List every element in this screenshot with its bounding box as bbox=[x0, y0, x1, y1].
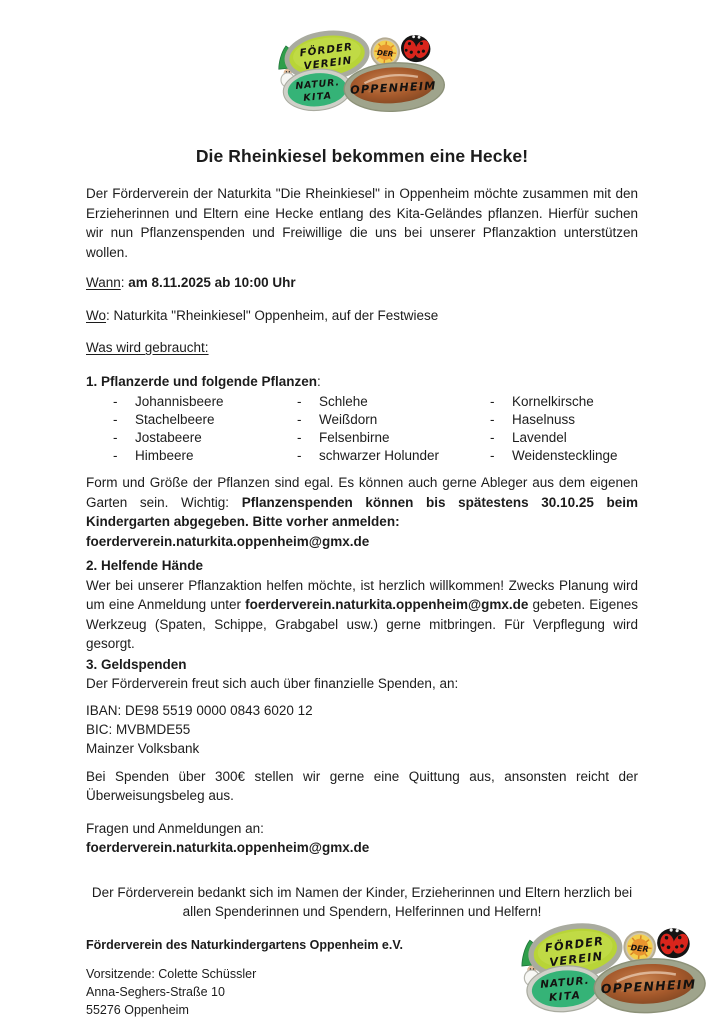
section3-intro: Der Förderverein freut sich auch über finanzielle Spenden, an: bbox=[86, 676, 459, 691]
bullet-dash: - bbox=[297, 448, 302, 463]
bullet-dash: - bbox=[490, 448, 495, 463]
document-content bbox=[86, 0, 638, 1019]
section1-heading: 1. Pflanzerde und folgende Pflanzen: bbox=[86, 373, 321, 389]
plant-column-1 bbox=[113, 393, 297, 465]
painted-stones-logo-icon bbox=[268, 26, 456, 116]
when-value: am 8.11.2025 ab 10:00 Uhr bbox=[128, 275, 296, 290]
page-title: Die Rheinkiesel bekommen eine Hecke! bbox=[195, 146, 529, 166]
bullet-dash: - bbox=[113, 412, 118, 427]
list-item: - Felsenbirne bbox=[297, 430, 390, 445]
footer-chair: Vorsitzende: Colette Schüssler bbox=[86, 966, 257, 981]
bullet-dash: - bbox=[490, 430, 495, 445]
needed-heading: Was wird gebraucht: bbox=[86, 340, 209, 355]
thanks-paragraph: Der Förderverein bedankt sich im Namen der Kinder, Erzieherinnen und Eltern herzlich bei allen Spenderinnen und Spendern, Helferinnen und Helfern! bbox=[91, 884, 633, 919]
list-item: - Schlehe bbox=[297, 394, 368, 409]
list-item: - schwarzer Holunder bbox=[297, 448, 440, 463]
list-item: - Jostabeere bbox=[113, 430, 202, 445]
receipt-paragraph: Bei Spenden über 300€ stellen wir gerne eine Quittung aus, ansonsten reicht der Überweisungsbeleg aus. bbox=[86, 768, 638, 803]
contact-block bbox=[86, 819, 638, 858]
header-logo bbox=[268, 26, 456, 116]
list-item: - Weidenstecklinge bbox=[490, 448, 618, 463]
bullet-dash: - bbox=[490, 412, 495, 427]
where-line bbox=[86, 306, 638, 326]
footer-logo bbox=[510, 918, 718, 1018]
list-item: - Stachelbeere bbox=[113, 412, 215, 427]
intro-paragraph: Der Förderverein der Naturkita "Die Rheinkiesel" in Oppenheim möchte zusammen mit den Erzieherinnen und Eltern eine Hecke entlang des Kita-Geländes pflanzen. Hierfür suchen wir nun Pflanzenspenden und Freiwillige die uns bei unserer Pflanzaktion unterstützen wollen. bbox=[86, 186, 638, 260]
bullet-dash: - bbox=[297, 430, 302, 445]
contact-label: Fragen und Anmeldungen an: bbox=[86, 820, 264, 836]
list-item: - Haselnuss bbox=[490, 412, 576, 427]
when-line bbox=[86, 273, 638, 293]
email-address: foerderverein.naturkita.oppenheim@gmx.de bbox=[86, 533, 370, 549]
list-item: - Himbeere bbox=[113, 448, 194, 463]
bullet-dash: - bbox=[490, 394, 495, 409]
when-colon: : bbox=[120, 275, 129, 290]
where-label: Wo bbox=[86, 307, 107, 323]
bank-name: Mainzer Volksbank bbox=[86, 740, 200, 756]
plant-column-3 bbox=[490, 393, 638, 465]
footer-city: 55276 Oppenheim bbox=[86, 1002, 189, 1017]
plant-list bbox=[86, 393, 638, 465]
list-item: - Weißdorn bbox=[297, 412, 378, 427]
where-colon: : bbox=[106, 307, 114, 323]
bank-details bbox=[86, 701, 638, 758]
footer-organization: Förderverein des Naturkindergartens Oppenheim e.V. bbox=[86, 937, 403, 952]
list-item: - Kornelkirsche bbox=[490, 394, 594, 409]
list-item: - Lavendel bbox=[490, 430, 567, 445]
footer-street: Anna-Seghers-Straße 10 bbox=[86, 984, 225, 999]
email-address: foerderverein.naturkita.oppenheim@gmx.de bbox=[245, 597, 529, 612]
bullet-dash: - bbox=[297, 412, 302, 427]
plant-column-2 bbox=[297, 393, 490, 465]
section2-heading: 2. Helfende Hände bbox=[86, 558, 204, 573]
bullet-dash: - bbox=[113, 448, 118, 463]
where-value: Naturkita "Rheinkiesel" Oppenheim, auf der Festwiese bbox=[113, 307, 439, 323]
list-item: - Johannisbeere bbox=[113, 394, 224, 409]
bullet-dash: - bbox=[113, 430, 118, 445]
email-address: foerderverein.naturkita.oppenheim@gmx.de bbox=[86, 840, 370, 855]
bullet-dash: - bbox=[113, 394, 118, 409]
bullet-dash: - bbox=[297, 394, 302, 409]
when-label: Wann bbox=[86, 275, 121, 290]
section3-heading: 3. Geldspenden bbox=[86, 656, 187, 672]
painted-stones-logo-icon bbox=[510, 918, 718, 1018]
section2-paragraph: Wer bei unserer Pflanzaktion helfen möchte, ist herzlich willkommen! Zwecks Planung wird um eine Anmeldung unter foerderverein.naturkita.oppenheim@gmx.de gebeten. Eigenes Werkzeug (Spaten, Schippe, Grabgabel usw.) gerne mitbringen. Für Verpflegung wird gesorgt. bbox=[86, 577, 638, 651]
bic-line: BIC: MVBMDE55 bbox=[86, 721, 191, 737]
form-note-paragraph: Form und Größe der Pflanzen sind egal. Es können auch gerne Ableger aus dem eigenen Garten sein. Wichtig: Pflanzenspenden können bis spätestens 30.10.25 beim Kindergarten abgegeben. Bitte vorher anmelden: foerderverein.naturkita.oppenheim@gmx.de bbox=[86, 475, 638, 549]
iban-line: IBAN: DE98 5519 0000 0843 6020 12 bbox=[86, 702, 313, 718]
